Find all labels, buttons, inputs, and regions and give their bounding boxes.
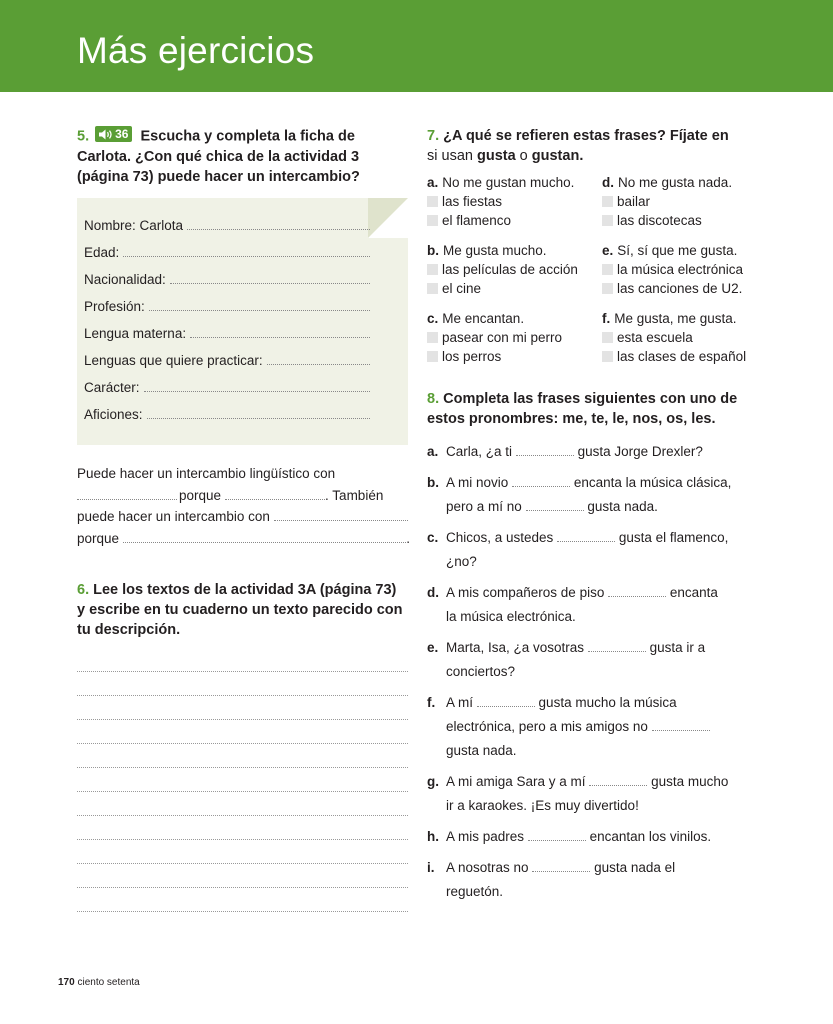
form-field-profesion[interactable] <box>149 299 370 311</box>
writing-lines[interactable] <box>77 648 408 912</box>
option-e: e. Sí, sí que me gusta. la música electrónica las canciones de U2. <box>602 243 744 296</box>
blank-input[interactable] <box>557 530 615 542</box>
blank-input[interactable] <box>526 499 584 511</box>
page-header <box>0 0 833 92</box>
exercise-5 <box>77 126 410 187</box>
exercise-number: 5. <box>77 128 90 145</box>
form-row-nombre: Nombre: Carlota <box>84 218 370 245</box>
option-c: c. Me encantan. pasear con mi perro los perros <box>427 311 563 364</box>
page-number: 170 <box>58 977 75 988</box>
blank-input[interactable] <box>528 829 586 841</box>
form-field-lengua-materna[interactable] <box>190 326 370 338</box>
checkbox[interactable] <box>602 351 613 362</box>
form-field-nombre[interactable] <box>187 218 370 230</box>
exercise-8-item-d: d. A mis compañeros de piso encanta la música electrónica. <box>427 585 718 624</box>
checkbox[interactable] <box>602 215 613 226</box>
blank-input[interactable] <box>77 488 177 500</box>
blank-input[interactable] <box>477 695 535 707</box>
blank-input[interactable] <box>516 444 574 456</box>
option-d: d. No me gusta nada. bailar las discotecas <box>602 175 733 228</box>
page-number-words: ciento setenta <box>77 977 140 988</box>
page-fold-icon <box>368 198 408 238</box>
exercise-5-instruction-3: (página 73) puede hacer un intercambio? <box>77 168 360 185</box>
form-row-aficiones: Aficiones: <box>84 407 370 434</box>
exercise-8: 8. Completa las frases siguientes con uno de estos pronombres: me, te, le, nos, os, les. a. Carla, ¿a ti gusta Jorge Drexler? b. A mi novio encanta la música clásica, pero a mí no gusta nada. c. Chicos, a ustedes gusta el flamenco, ¿no? d. A mis compañeros de piso encanta la música electrónica. e. Marta, Isa, ¿a vosotras gusta ir a conciertos? f. A mí gusta mucho la música electrónica, pero a mis amigos no gusta nada. g. A mi amiga Sara y a mí gusta mucho ir a karaokes. ¡Es muy divertido! h. A mis padres encantan los vinilos. i. A nosotras no gusta nada el reguetón. <box>427 389 767 904</box>
form-field-aficiones[interactable] <box>147 407 370 419</box>
exercise-8-item-g: g. A mi amiga Sara y a mí gusta mucho ir a karaokes. ¡Es muy divertido! <box>427 774 729 813</box>
option-b: b. Me gusta mucho. las películas de acción el cine <box>427 243 578 296</box>
blank-input[interactable] <box>274 509 408 521</box>
form-field-lenguas[interactable] <box>267 353 370 365</box>
exercise-8-item-i: i. A nosotras no gusta nada el reguetón. <box>427 860 676 899</box>
form-row-nacionalidad: Nacionalidad: <box>84 272 370 299</box>
exercise-5-instruction: Escucha y completa la ficha de <box>140 128 355 145</box>
checkbox[interactable] <box>427 196 438 207</box>
form-row-profesion: Profesión: <box>84 299 370 326</box>
checkbox[interactable] <box>427 351 438 362</box>
blank-input[interactable] <box>512 475 570 487</box>
form-field-caracter[interactable] <box>144 380 370 392</box>
page-title: Más ejercicios <box>77 30 315 71</box>
exercise-8-item-a: a. Carla, ¿a ti gusta Jorge Drexler? <box>427 444 703 459</box>
carlota-form-card <box>77 198 408 445</box>
exercise-6: 6. Lee los textos de la actividad 3A (página 73) y escribe en tu cuaderno un texto parecido con tu descripción. <box>77 582 403 638</box>
checkbox[interactable] <box>602 332 613 343</box>
blank-input[interactable] <box>532 860 590 872</box>
audio-track-number: 36 <box>115 127 129 141</box>
blank-input[interactable] <box>652 719 710 731</box>
exercise-8-item-f: f. A mí gusta mucho la música electrónica, pero a mis amigos no gusta nada. <box>427 691 767 763</box>
blank-input[interactable] <box>608 585 666 597</box>
checkbox[interactable] <box>602 283 613 294</box>
exercise-8-item-e: e. Marta, Isa, ¿a vosotras gusta ir a conciertos? <box>427 640 706 679</box>
checkbox[interactable] <box>427 332 438 343</box>
exercise-8-item-c: c. Chicos, a ustedes gusta el flamenco, ¿no? <box>427 530 729 569</box>
exchange-paragraph: Puede hacer un intercambio lingüístico con porque . También puede hacer un intercambio con porque . <box>77 466 410 546</box>
audio-track-button[interactable] <box>95 126 132 142</box>
form-row-lenguas: Lenguas que quiere practicar: <box>84 353 370 380</box>
exercise-8-item-h: h. A mis padres encantan los vinilos. <box>427 829 712 844</box>
option-a: a. No me gustan mucho. las fiestas el flamenco <box>427 175 575 228</box>
exercise-number: 6. <box>77 582 90 598</box>
form-row-lengua-materna: Lengua materna: <box>84 326 370 353</box>
blank-input[interactable] <box>225 488 325 500</box>
exercise-number: 8. <box>427 391 440 407</box>
form-row-edad: Edad: <box>84 245 370 272</box>
form-field-edad[interactable] <box>123 245 370 257</box>
exercise-8-item-b: b. A mi novio encanta la música clásica, pero a mí no gusta nada. <box>427 475 732 514</box>
blank-input[interactable] <box>589 774 647 786</box>
speaker-icon <box>99 129 113 140</box>
checkbox[interactable] <box>602 264 613 275</box>
exercise-number: 7. <box>427 128 440 144</box>
page-footer <box>58 977 140 988</box>
option-f: f. Me gusta, me gusta. esta escuela las clases de español <box>602 311 747 364</box>
checkbox[interactable] <box>427 264 438 275</box>
checkbox[interactable] <box>427 215 438 226</box>
exercise-5-instruction-2: Carlota. ¿Con qué chica de la actividad 3 <box>77 148 360 165</box>
checkbox[interactable] <box>602 196 613 207</box>
exercise-7: 7. ¿A qué se refieren estas frases? Fíjate en si usan gusta o gustan. a. No me gustan mucho. las fiestas el flamenco d. No me gusta nada. bailar las discotecas b. Me gusta mucho. las películas de acción el cine e. Sí, sí que me gusta. la música electrónica las canciones de U2. c. Me encantan. pasear con mi perro los perros f. Me gusta, me gusta. esta escuela las clases de español <box>427 126 767 366</box>
blank-input[interactable] <box>123 531 406 543</box>
checkbox[interactable] <box>427 283 438 294</box>
blank-input[interactable] <box>588 640 646 652</box>
form-row-caracter: Carácter: <box>84 380 370 407</box>
form-field-nacionalidad[interactable] <box>170 272 370 284</box>
